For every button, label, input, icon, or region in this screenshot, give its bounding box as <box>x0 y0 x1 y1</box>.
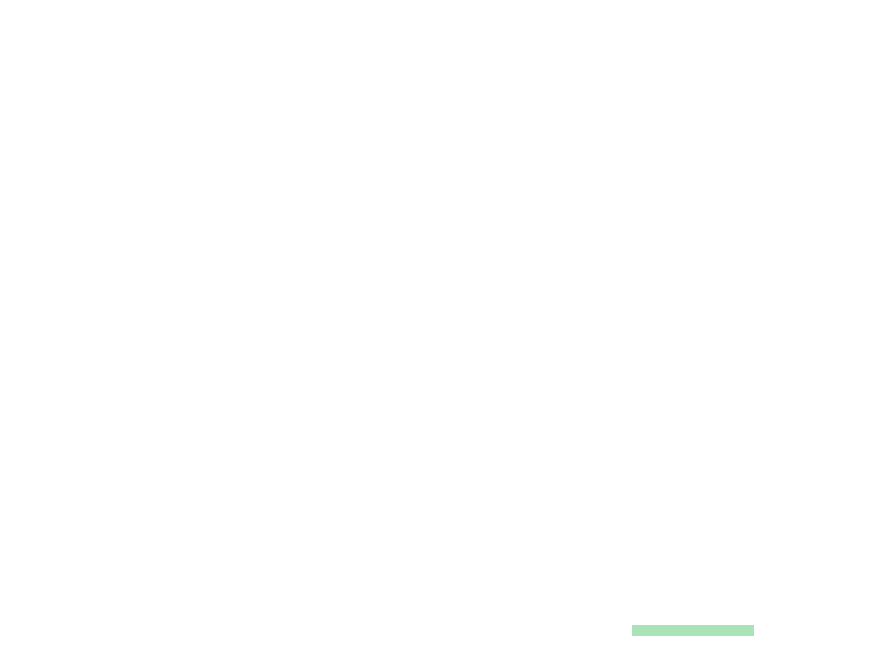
rotary-note <box>632 625 754 636</box>
